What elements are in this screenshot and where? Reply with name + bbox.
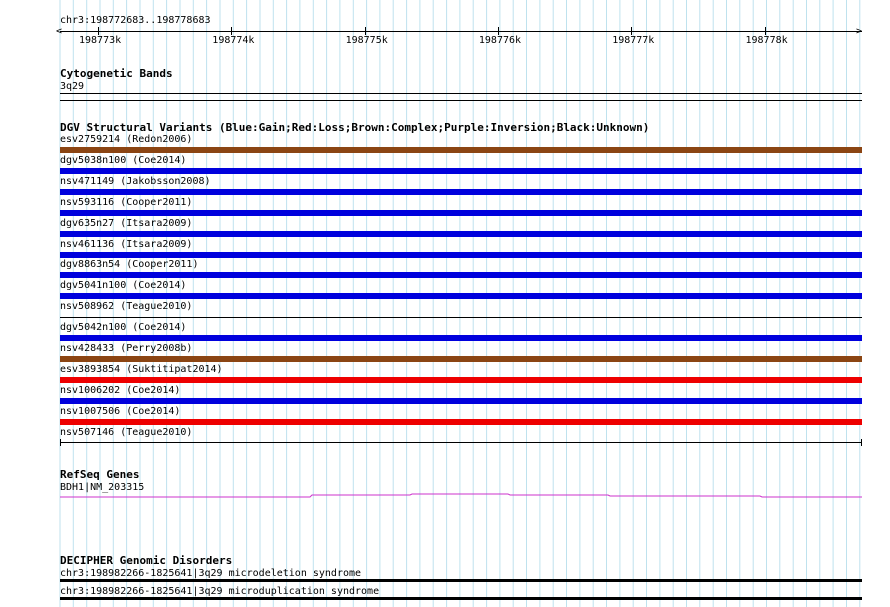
dgv-variant-bar-loss[interactable] xyxy=(60,377,862,383)
ruler-axis xyxy=(60,31,862,32)
dgv-variant-label[interactable]: nsv1007506 (Coe2014) xyxy=(60,405,181,417)
decipher-track-title: DECIPHER Genomic Disorders xyxy=(60,554,233,567)
decipher-item-bar[interactable] xyxy=(60,597,862,600)
cytoband-label[interactable]: 3q29 xyxy=(60,81,85,92)
dgv-variant-bar-gain[interactable] xyxy=(60,335,862,341)
ruler-tick-label: 198775k xyxy=(345,35,388,46)
ruler-tick-label: 198776k xyxy=(478,35,522,46)
decipher-item-bar[interactable] xyxy=(60,579,862,582)
ruler-tick xyxy=(365,27,366,35)
dgv-track-title: DGV Structural Variants (Blue:Gain;Red:Loss;Brown:Complex;Purple:Inversion;Black:Unknown) xyxy=(60,121,650,134)
cytoband-track-title: Cytogenetic Bands xyxy=(60,67,173,80)
ruler-tick xyxy=(765,27,766,35)
dgv-line-right-tick xyxy=(861,439,862,446)
dgv-variant-bar-complex[interactable] xyxy=(60,356,862,362)
dgv-variant-bar-complex[interactable] xyxy=(60,147,862,153)
dgv-variant-label[interactable]: esv2759214 (Redon2006) xyxy=(60,134,193,145)
dgv-variant-label[interactable]: dgv635n27 (Itsara2009) xyxy=(60,217,193,229)
cytoband-bar-bottom xyxy=(60,100,862,101)
ruler-region-label: chr3:198772683..198778683 xyxy=(60,15,211,26)
refseq-track-title: RefSeq Genes xyxy=(60,468,140,481)
dgv-variant-label[interactable]: dgv5038n100 (Coe2014) xyxy=(60,154,187,166)
dgv-variant-label[interactable]: esv3893854 (Suktitipat2014) xyxy=(60,363,223,375)
ruler-tick-label: 198774k xyxy=(212,35,255,46)
cytoband-bar-top xyxy=(60,93,862,94)
ruler-tick xyxy=(498,27,499,35)
dgv-variant-bar-gain[interactable] xyxy=(60,210,862,216)
dgv-variant-label[interactable]: nsv508962 (Teague2010) xyxy=(60,301,193,313)
dgv-variant-label[interactable]: nsv461136 (Itsara2009) xyxy=(60,238,193,250)
ruler-tick-label: 198777k xyxy=(612,35,655,46)
dgv-variant-bar-loss[interactable] xyxy=(60,419,862,425)
refseq-gene-label[interactable]: BDH1|NM_203315 xyxy=(60,482,145,493)
dgv-variant-label[interactable]: dgv8863n54 (Cooper2011) xyxy=(60,259,199,271)
ruler-left-arrow: < xyxy=(56,26,63,37)
dgv-variant-bar-gain[interactable] xyxy=(60,231,862,237)
dgv-variant-bar-gain[interactable] xyxy=(60,252,862,258)
decipher-item-label[interactable]: chr3:198982266-1825641|3q29 microduplication syndrome xyxy=(60,586,380,597)
dgv-line-left-tick xyxy=(60,439,61,446)
dgv-variant-bar-gain[interactable] xyxy=(60,293,862,299)
dgv-variant-label[interactable]: nsv507146 (Teague2010) xyxy=(60,426,193,438)
dgv-variant-bar-gain[interactable] xyxy=(60,168,862,174)
dgv-variant-label[interactable]: dgv5042n100 (Coe2014) xyxy=(60,322,187,334)
dgv-variant-label[interactable]: nsv593116 (Cooper2011) xyxy=(60,196,193,208)
ruler-tick xyxy=(98,27,99,35)
dgv-variant-label[interactable]: dgv5041n100 (Coe2014) xyxy=(60,280,187,292)
dgv-variant-bar-gain[interactable] xyxy=(60,398,862,404)
dgv-variant-label[interactable]: nsv1006202 (Coe2014) xyxy=(60,384,181,396)
dgv-variant-label[interactable]: nsv428433 (Perry2008b) xyxy=(60,343,193,354)
ruler-tick xyxy=(631,27,632,35)
decipher-item-label[interactable]: chr3:198982266-1825641|3q29 microdeletion syndrome xyxy=(60,568,362,579)
ruler-tick-label: 198778k xyxy=(745,35,788,46)
ruler-tick-label: 198773k xyxy=(79,35,122,46)
ruler-right-arrow: > xyxy=(856,26,863,37)
dgv-variant-bar-gain[interactable] xyxy=(60,272,862,278)
dgv-variant-bar-unknown[interactable] xyxy=(60,317,862,318)
refseq-gene-line[interactable] xyxy=(0,490,890,502)
dgv-last-feature-line[interactable] xyxy=(60,442,862,443)
dgv-variant-label[interactable]: nsv471149 (Jakobsson2008) xyxy=(60,175,211,187)
dgv-variant-bar-gain[interactable] xyxy=(60,189,862,195)
ruler-tick xyxy=(231,27,232,35)
